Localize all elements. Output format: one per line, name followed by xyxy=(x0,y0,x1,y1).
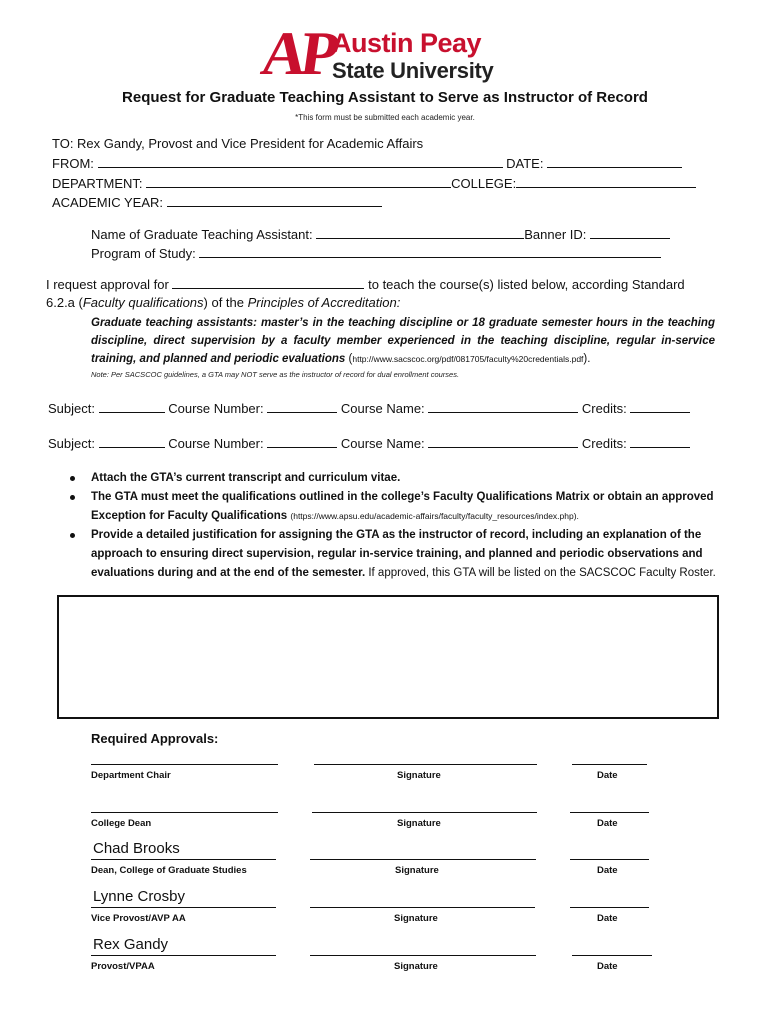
logo-mark: AP xyxy=(257,20,338,88)
approval-request-text xyxy=(46,276,718,312)
subject-label: Subject: xyxy=(48,436,95,451)
department-label: DEPARTMENT: xyxy=(52,176,143,191)
sacscoc-quote xyxy=(91,314,715,368)
subject-field[interactable] xyxy=(99,400,165,413)
course-name-label: Course Name: xyxy=(340,401,425,416)
faculty-qualifications-text: Faculty qualifications xyxy=(82,295,204,310)
course-name-field[interactable] xyxy=(428,435,578,448)
logo-line-1: Austin Peay xyxy=(332,28,482,58)
approver-name: Chad Brooks xyxy=(93,840,180,857)
name-line[interactable] xyxy=(91,955,276,956)
signature-line[interactable] xyxy=(310,955,536,956)
signature-line[interactable] xyxy=(312,812,537,813)
role-label: Department Chair xyxy=(91,770,171,781)
request-text-2: to teach the course(s) listed below, according Standard xyxy=(368,277,685,292)
dual-enrollment-note: Note: Per SACSCOC guidelines, a GTA may NOT serve as the instructor of record for dual enrollment courses. xyxy=(91,370,460,379)
course-number-field[interactable] xyxy=(267,400,337,413)
date-label: DATE: xyxy=(506,156,544,171)
quote-open-paren: ( xyxy=(345,353,353,365)
role-label: Dean, College of Graduate Studies xyxy=(91,865,247,876)
list-item xyxy=(70,488,720,526)
date-label: Date xyxy=(597,865,618,876)
academic-year-field[interactable] xyxy=(167,194,382,207)
course-name-field[interactable] xyxy=(428,400,578,413)
signature-line[interactable] xyxy=(310,907,535,908)
quote-close-paren: ). xyxy=(583,353,591,365)
form-title: Request for Graduate Teaching Assistant to Serve as Instructor of Record xyxy=(122,89,648,106)
academic-year-label: ACADEMIC YEAR: xyxy=(52,195,164,210)
date-label: Date xyxy=(597,913,618,924)
role-label: Provost/VPAA xyxy=(91,961,155,972)
academic-year-row xyxy=(52,194,382,211)
approver-name: Lynne Crosby xyxy=(93,888,185,905)
name-line[interactable] xyxy=(91,907,276,908)
name-line[interactable] xyxy=(91,764,278,765)
course-number-label: Course Number: xyxy=(168,436,264,451)
signature-label: Signature xyxy=(397,818,441,829)
subject-field[interactable] xyxy=(99,435,165,448)
required-approvals-heading: Required Approvals: xyxy=(91,731,219,746)
course-row-1 xyxy=(48,400,690,417)
university-logo xyxy=(257,20,502,88)
date-label: Date xyxy=(597,961,618,972)
credits-field[interactable] xyxy=(630,400,690,413)
credits-label: Credits: xyxy=(581,401,627,416)
sacscoc-link[interactable]: http://www.sacscoc.org/pdf/081705/faculty%20credentials.pdf xyxy=(352,354,584,364)
from-field[interactable] xyxy=(98,155,503,168)
gta-approval-field[interactable] xyxy=(172,276,364,289)
list-item xyxy=(70,526,720,583)
instruction-justification: Provide a detailed justification for assigning the GTA as the instructor of record, including an explanation of the approach to ensuring direct supervision, regular in-service training, and planned and periodic observations and evaluations during and at the end of the semester. xyxy=(91,529,703,579)
principles-text: Principles of Accreditation: xyxy=(247,295,401,310)
date-line[interactable] xyxy=(570,907,649,908)
gta-name-label: Name of Graduate Teaching Assistant: xyxy=(91,227,313,242)
name-line[interactable] xyxy=(91,859,276,860)
signature-label: Signature xyxy=(397,770,441,781)
program-row xyxy=(91,245,661,262)
department-row xyxy=(52,175,696,192)
list-item xyxy=(70,469,720,488)
banner-id-field[interactable] xyxy=(590,226,670,239)
credits-field[interactable] xyxy=(630,435,690,448)
submission-note: *This form must be submitted each academic year. xyxy=(295,113,475,122)
faculty-resources-link[interactable]: (https://www.apsu.edu/academic-affairs/faculty/faculty_resources/index.php). xyxy=(290,511,579,521)
to-line: TO: Rex Gandy, Provost and Vice President for Academic Affairs xyxy=(52,136,424,151)
logo-line-2: State University xyxy=(332,58,494,83)
request-text-3: 6.2.a ( xyxy=(46,295,83,310)
signature-line[interactable] xyxy=(310,859,536,860)
gta-name-field[interactable] xyxy=(316,226,524,239)
instruction-qualifications: The GTA must meet the qualifications outlined in the college’s Faculty Qualifications Matrix or obtain an approved Exception for Faculty Qualifications xyxy=(91,491,714,522)
college-label: COLLEGE: xyxy=(451,176,517,191)
date-label: Date xyxy=(597,818,618,829)
department-field[interactable] xyxy=(146,175,451,188)
name-line[interactable] xyxy=(91,812,278,813)
program-field[interactable] xyxy=(199,245,661,258)
request-text-4: ) of the xyxy=(203,295,248,310)
date-line[interactable] xyxy=(572,764,647,765)
date-field[interactable] xyxy=(547,155,682,168)
course-name-label: Course Name: xyxy=(340,436,425,451)
banner-id-label: Banner ID: xyxy=(524,227,587,242)
from-label: FROM: xyxy=(52,156,94,171)
role-label: Vice Provost/AVP AA xyxy=(91,913,186,924)
approver-name: Rex Gandy xyxy=(93,936,169,953)
date-line[interactable] xyxy=(570,859,649,860)
course-row-2 xyxy=(48,435,690,452)
justification-textbox[interactable] xyxy=(57,595,719,719)
from-row xyxy=(52,155,682,172)
signature-line[interactable] xyxy=(314,764,537,765)
role-label: College Dean xyxy=(91,818,152,829)
credits-label: Credits: xyxy=(581,436,627,451)
quote-text: Graduate teaching assistants: master’s in the teaching discipline or 18 graduate semester hours in the teaching discipline, direct supervision by a faculty member experienced in the teaching discipline, regular in-service training, and planned and periodic evaluations xyxy=(91,317,715,365)
date-label: Date xyxy=(597,770,618,781)
date-line[interactable] xyxy=(572,955,652,956)
course-number-field[interactable] xyxy=(267,435,337,448)
course-number-label: Course Number: xyxy=(168,401,264,416)
instruction-roster-note: If approved, this GTA will be listed on the SACSCOC Faculty Roster. xyxy=(365,567,716,579)
signature-label: Signature xyxy=(395,865,439,876)
signature-label: Signature xyxy=(394,913,438,924)
program-label: Program of Study: xyxy=(91,246,196,261)
subject-label: Subject: xyxy=(48,401,95,416)
date-line[interactable] xyxy=(570,812,649,813)
signature-label: Signature xyxy=(394,961,438,972)
instruction-transcript: Attach the GTA’s current transcript and curriculum vitae. xyxy=(91,472,401,484)
gta-name-row xyxy=(91,226,670,243)
college-field[interactable] xyxy=(516,175,696,188)
instructions-list xyxy=(70,469,720,583)
request-text-1: I request approval for xyxy=(46,277,169,292)
